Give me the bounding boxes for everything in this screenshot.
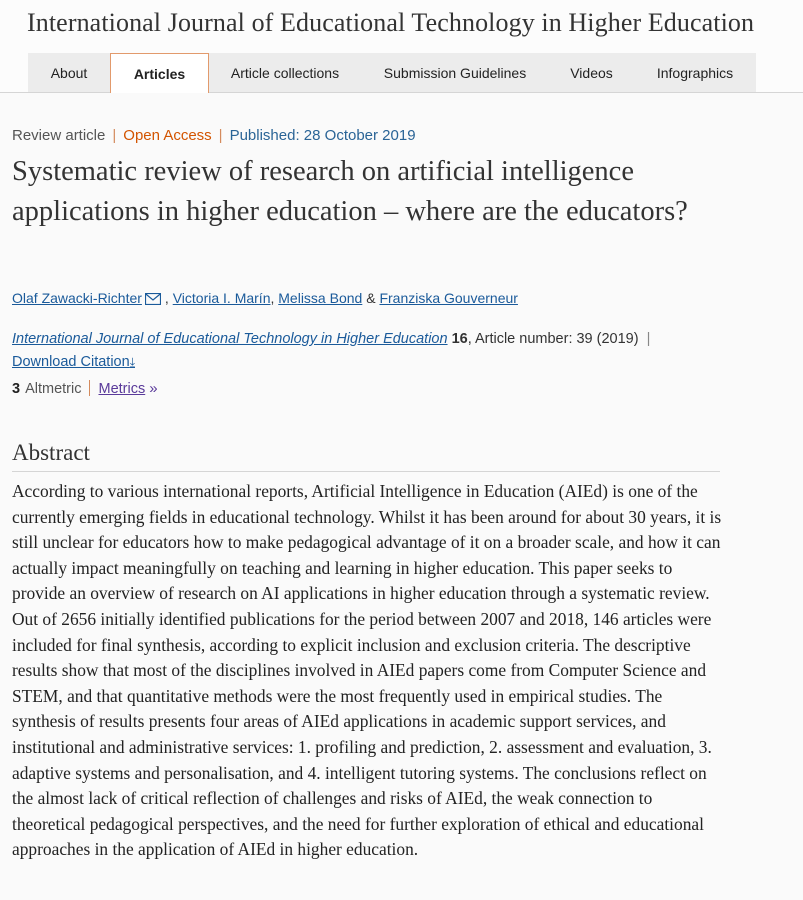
- article-meta: [12, 127, 416, 144]
- download-citation-link[interactable]: [12, 354, 135, 370]
- site-header: [0, 0, 803, 93]
- mail-icon[interactable]: [145, 292, 161, 308]
- journal-title[interactable]: International Journal of Educational Technology in Higher Education: [27, 8, 755, 37]
- nav-about[interactable]: About: [50, 64, 88, 81]
- citation-block: [12, 328, 732, 374]
- nav-infographics[interactable]: Infographics: [656, 64, 734, 81]
- article-number: , Article number: 39 (2019): [467, 331, 639, 347]
- altmetric-label: Altmetric: [25, 381, 82, 397]
- author-ampersand: &: [366, 290, 376, 306]
- chevron-right-icon[interactable]: »: [149, 380, 158, 397]
- metrics-separator: [89, 380, 90, 396]
- main-nav: [28, 53, 756, 92]
- author-separator: ,: [270, 290, 275, 306]
- open-access-label: Open Access: [123, 127, 212, 144]
- nav-submission-guidelines[interactable]: Submission Guidelines: [383, 64, 527, 81]
- nav-videos[interactable]: Videos: [570, 64, 613, 81]
- download-citation-label: Download Citation: [12, 354, 130, 370]
- author-link[interactable]: Olaf Zawacki-Richter: [12, 290, 142, 306]
- altmetric-row: [12, 380, 158, 397]
- author-link[interactable]: Melissa Bond: [278, 290, 363, 306]
- citation-separator: |: [646, 331, 651, 347]
- published-date: Published: 28 October 2019: [229, 127, 416, 144]
- nav-article-collections[interactable]: Article collections: [230, 64, 340, 81]
- abstract-text: According to various international reports, Artificial Intelligence in Education (AIEd) is one of the currently emerging fields in educational technology. Whilst it has been around for about 30 years, it is still unclear for educators how to make pedagogical advantage of it on a broader scale, and how it can actually impact meaningfully on teaching and learning in higher education. This paper seeks to provide an overview of research on AI applications in higher education through a systematic review. Out of 2656 initially identified publications for the period between 2007 and 2018, 146 articles were included for final synthesis, according to explicit inclusion and exclusion criteria. The descriptive results show that most of the disciplines involved in AIEd papers come from Computer Science and STEM, and that quantitative methods were the most frequently used in empirical studies. The synthesis of results presents four areas of AIEd applications in academic support services, and institutional and administrative services: 1. profiling and prediction, 2. assessment and evaluation, 3. adaptive systems and personalisation, and 4. intelligent tutoring systems. The conclusions reflect on the almost lack of critical reflection of challenges and risks of AIEd, the weak connection to theoretical pedagogical perspectives, and the need for further exploration of ethical and educational approaches in the application of AIEd in higher education.: [12, 481, 722, 860]
- author-separator: ,: [164, 290, 169, 306]
- meta-separator: |: [112, 127, 117, 144]
- download-icon: ⤓: [129, 355, 135, 369]
- article-type: Review article: [12, 127, 106, 144]
- nav-articles[interactable]: Articles: [110, 53, 209, 93]
- author-list: [12, 290, 518, 308]
- altmetric-count: 3: [12, 381, 21, 397]
- abstract-heading: Abstract: [12, 440, 720, 472]
- author-link[interactable]: Victoria I. Marín: [172, 290, 271, 306]
- metrics-link[interactable]: Metrics: [98, 381, 146, 397]
- meta-separator: |: [218, 127, 223, 144]
- article-title: Systematic review of research on artificial intelligence applications in higher education – where are the educators?: [12, 156, 688, 227]
- author-link[interactable]: Franziska Gouverneur: [379, 290, 518, 306]
- journal-link[interactable]: International Journal of Educational Technology in Higher Education: [12, 331, 448, 347]
- volume-number: 16: [451, 331, 468, 347]
